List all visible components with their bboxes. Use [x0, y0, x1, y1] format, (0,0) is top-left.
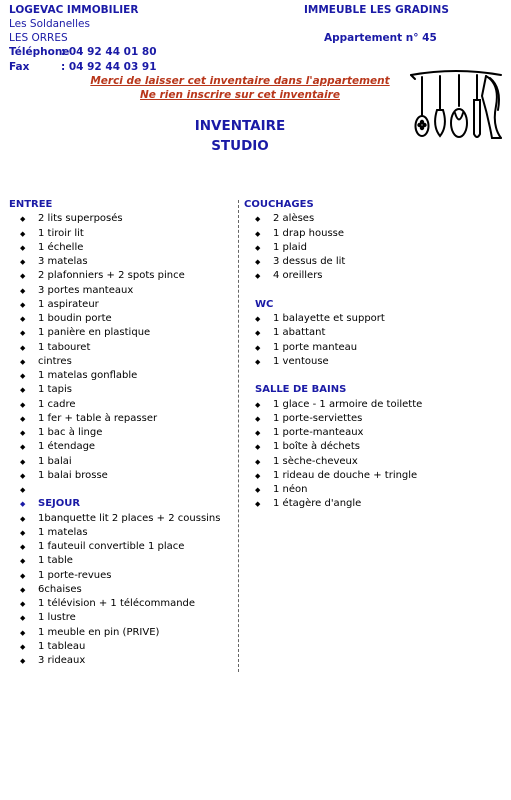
- list-item: ◆ 1 télévision + 1 télécommande: [9, 597, 237, 611]
- list-item: ◆ 6chaises: [9, 583, 237, 597]
- wc-list: [244, 312, 504, 369]
- document-title: INVENTAIRE: [194, 118, 286, 134]
- list-item: ◆ 1 porte-revues: [9, 569, 237, 583]
- list-item: ◆ 1 balai: [9, 455, 237, 469]
- list-item: ◆ 1 boîte à déchets: [244, 440, 504, 454]
- list-item: ◆ 1banquette lit 2 places + 2 coussins: [9, 512, 237, 526]
- section-title-salle-de-bains: SALLE DE BAINS: [255, 384, 347, 396]
- list-item: ◆ 1 fer + table à repasser: [9, 412, 237, 426]
- company-name: LOGEVAC IMMOBILIER: [9, 4, 139, 16]
- section-title-sejour: ◆ SEJOUR: [9, 497, 237, 511]
- list-item: ◆ 1 abattant: [244, 326, 504, 340]
- list-item: ◆ 1 ventouse: [244, 355, 504, 369]
- entree-list: [9, 212, 237, 511]
- list-item: ◆ 1 rideau de douche + tringle: [244, 469, 504, 483]
- list-item: ◆ 1 glace - 1 armoire de toilette: [244, 398, 504, 412]
- list-item: ◆ 1 étendage: [9, 440, 237, 454]
- list-item: ◆ 1 matelas: [9, 526, 237, 540]
- apartment-number: Appartement n° 45: [324, 32, 437, 44]
- sejour-list: [9, 512, 237, 669]
- address-line-1: Les Soldanelles: [9, 18, 90, 30]
- list-item: ◆ 4 oreillers: [244, 269, 504, 283]
- fax-line: [9, 60, 157, 75]
- column-divider: [238, 200, 240, 672]
- fax-label: Fax: [9, 61, 30, 73]
- phone-line: [9, 45, 157, 60]
- list-item: ◆ 1 balayette et support: [244, 312, 504, 326]
- list-item: ◆ 1 boudin porte: [9, 312, 237, 326]
- list-item: ◆ 1 étagère d'angle: [244, 497, 504, 511]
- list-item: ◆ 1 porte-manteaux: [244, 426, 504, 440]
- list-item: ◆ 2 alèses: [244, 212, 504, 226]
- document-subtitle: STUDIO: [211, 138, 269, 154]
- list-item: ◆ 1 plaid: [244, 241, 504, 255]
- list-item: ◆ 2 lits superposés: [9, 212, 237, 226]
- salle-de-bains-list: [244, 398, 504, 512]
- section-title-couchages: COUCHAGES: [244, 199, 314, 210]
- list-item: ◆ 1 panière en plastique: [9, 326, 237, 340]
- list-item: ◆ 1 drap housse: [244, 227, 504, 241]
- list-item: ◆ 1 échelle: [9, 241, 237, 255]
- list-item: ◆ 1 tapis: [9, 383, 237, 397]
- section-title-entree: ENTREE: [9, 199, 53, 210]
- list-item: ◆ 1 porte-serviettes: [244, 412, 504, 426]
- list-item: ◆ 1 tableau: [9, 640, 237, 654]
- building-name: IMMEUBLE LES GRADINS: [304, 4, 449, 16]
- phone-label: Téléphone: [9, 46, 70, 58]
- list-item: ◆ 3 rideaux: [9, 654, 237, 668]
- list-item: ◆ 3 dessus de lit: [244, 255, 504, 269]
- list-item: ◆ 1 porte manteau: [244, 341, 504, 355]
- list-item: ◆ cintres: [9, 355, 237, 369]
- left-column: [9, 198, 237, 668]
- list-item: ◆ 1 sèche-cheveux: [244, 455, 504, 469]
- list-item: ◆ 1 tiroir lit: [9, 227, 237, 241]
- couchages-list: [244, 212, 504, 283]
- address-line-2: LES ORRES: [9, 32, 68, 44]
- list-item: ◆ 1 balai brosse: [9, 469, 237, 483]
- list-item: ◆ 1 meuble en pin (PRIVE): [9, 626, 237, 640]
- list-item: ◆ 1 aspirateur: [9, 298, 237, 312]
- list-item: ◆ 1 tabouret: [9, 341, 237, 355]
- notice-line-2: Ne rien inscrire sur cet inventaire: [140, 89, 340, 101]
- kitchen-utensils-icon: [408, 66, 504, 144]
- section-title-wc: WC: [255, 298, 274, 310]
- list-item: ◆ 1 cadre: [9, 398, 237, 412]
- list-item: ◆ 1 lustre: [9, 611, 237, 625]
- fax-number: : 04 92 44 03 91: [61, 61, 157, 73]
- list-item: ◆ 3 portes manteaux: [9, 284, 237, 298]
- list-item: ◆ 1 table: [9, 554, 237, 568]
- list-item: ◆ 1 matelas gonflable: [9, 369, 237, 383]
- right-column: [244, 198, 504, 512]
- list-item: ◆ 2 plafonniers + 2 spots pince: [9, 269, 237, 283]
- list-item: ◆ 1 fauteuil convertible 1 place: [9, 540, 237, 554]
- list-item: ◆ 1 bac à linge: [9, 426, 237, 440]
- phone-number: : 04 92 44 01 80: [61, 46, 157, 58]
- notice-line-1: Merci de laisser cet inventaire dans l'appartement: [90, 75, 390, 87]
- list-item: [9, 483, 237, 497]
- list-item: ◆ 1 néon: [244, 483, 504, 497]
- list-item: ◆ 3 matelas: [9, 255, 237, 269]
